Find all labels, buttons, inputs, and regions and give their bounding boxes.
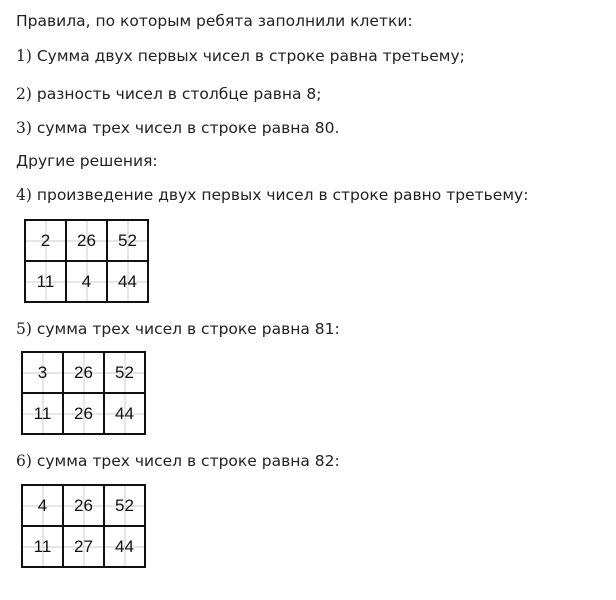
grid-cell: 26 [66, 220, 107, 261]
solution-5 [16, 320, 340, 338]
grid-cell: 44 [104, 526, 145, 567]
item-number: 5) [16, 320, 32, 338]
item-number: 4) [16, 186, 32, 204]
grid-row [22, 485, 145, 526]
grid-cell: 27 [63, 526, 104, 567]
number-grid-6 [21, 484, 146, 568]
grid-cell: 11 [25, 261, 66, 302]
number-grid-4 [24, 219, 149, 303]
grid-cell: 52 [104, 485, 145, 526]
grid-cell: 26 [63, 393, 104, 434]
grid-row [25, 220, 148, 261]
grid-cell: 4 [22, 485, 63, 526]
grid-cell: 3 [22, 352, 63, 393]
line-text: сумма трех чисел в строке равна 82: [31, 452, 340, 470]
line-text: Сумма двух первых чисел в строке равна третьему; [31, 47, 465, 65]
grid-cell: 26 [63, 485, 104, 526]
grid-row [22, 393, 145, 434]
grid-row [25, 261, 148, 302]
item-number: 3) [16, 119, 32, 137]
item-number: 1) [16, 47, 32, 65]
grid-cell: 11 [22, 526, 63, 567]
grid-cell: 4 [66, 261, 107, 302]
line-text: произведение двух первых чисел в строке равно третьему: [31, 186, 529, 204]
line-text: сумма трех чисел в строке равна 80. [31, 119, 340, 137]
number-grid-5 [21, 351, 146, 435]
rule-1 [16, 47, 465, 65]
grid-cell: 2 [25, 220, 66, 261]
line-text: Правила, по которым ребята заполнили клетки: [16, 12, 413, 30]
item-number: 2) [16, 85, 32, 103]
line-text: разность чисел в столбце равна 8; [31, 85, 322, 103]
grid-cell: 26 [63, 352, 104, 393]
grid-row [22, 352, 145, 393]
rule-3 [16, 119, 339, 137]
grid-cell: 52 [104, 352, 145, 393]
grid-cell: 44 [104, 393, 145, 434]
grid-row [22, 526, 145, 567]
rules-intro [16, 12, 413, 30]
item-number: 6) [16, 452, 32, 470]
grid-cell: 52 [107, 220, 148, 261]
grid-cell: 11 [22, 393, 63, 434]
other-solutions-heading [16, 152, 158, 170]
rule-2 [16, 85, 321, 103]
line-text: Другие решения: [16, 152, 158, 170]
grid-cell: 44 [107, 261, 148, 302]
solution-4 [16, 186, 528, 204]
line-text: сумма трех чисел в строке равна 81: [31, 320, 340, 338]
solution-6 [16, 452, 340, 470]
